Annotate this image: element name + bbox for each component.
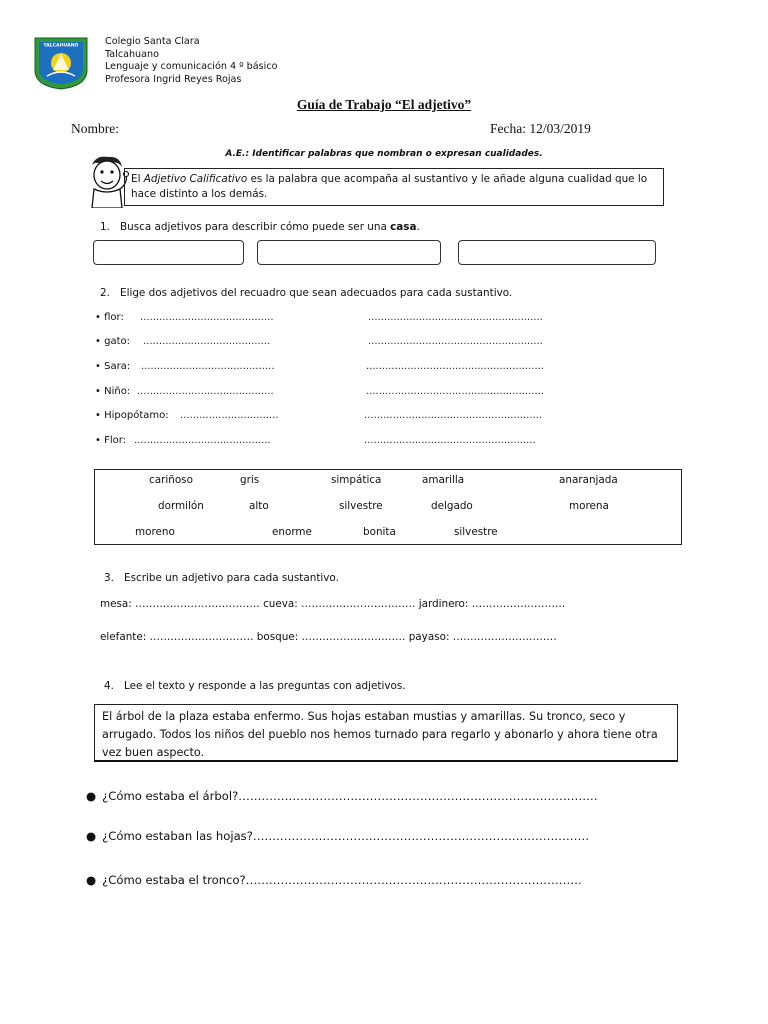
answer-box-1[interactable] xyxy=(93,240,244,265)
question-1-number: 1. xyxy=(100,221,110,233)
fill-line[interactable]: ........................................................ xyxy=(366,361,545,372)
fill-line[interactable]: ....................................................... xyxy=(368,336,543,347)
fill-line-row-1[interactable]: mesa: ……………………………… cueva: …………………………… jardinero: ……………………… xyxy=(100,598,566,610)
question-4b[interactable] xyxy=(86,829,589,843)
fill-line[interactable]: ........................................... xyxy=(134,435,271,446)
fill-line[interactable]: ........................................... xyxy=(137,386,274,397)
list-item: • Niño: xyxy=(95,386,131,397)
question-1-period: . xyxy=(416,221,420,233)
bullet: ● xyxy=(86,829,97,843)
question-4a[interactable] xyxy=(86,789,598,803)
word-bank-item: alto xyxy=(249,500,269,512)
teacher-name: Profesora Ingrid Reyes Rojas xyxy=(105,73,242,85)
question-3-number: 3. xyxy=(104,572,114,584)
word-bank-item: cariñoso xyxy=(149,474,193,486)
list-item: • flor: xyxy=(95,312,124,323)
word-bank-item: simpática xyxy=(331,474,382,486)
question-2-title xyxy=(100,287,512,299)
word-bank-item: anaranjada xyxy=(559,474,618,486)
learning-objective: A.E.: Identificar palabras que nombran o expresan cualidades. xyxy=(225,149,543,159)
school-city: Talcahuano xyxy=(105,48,159,60)
answer-box-2[interactable] xyxy=(257,240,441,265)
worksheet-title: Guía de Trabajo “El adjetivo” xyxy=(296,97,472,112)
word-bank-item: gris xyxy=(240,474,260,486)
name-field-label: Nombre: xyxy=(71,121,119,136)
adjective-word-box xyxy=(94,469,682,545)
question-4-text: Lee el texto y responde a las preguntas con adjetivos. xyxy=(124,680,406,692)
fill-line[interactable]: .......................................... xyxy=(140,312,274,323)
list-item: • Flor: xyxy=(95,435,127,446)
fill-line[interactable]: ........................................................ xyxy=(364,410,543,421)
word-bank-item: bonita xyxy=(363,526,396,538)
question-1-text: Busca adjetivos para describir cómo puede ser una xyxy=(120,221,391,233)
reading-passage: El árbol de la plaza estaba enfermo. Sus hojas estaban mustias y amarillas. Su tronco, seco y arrugado. Todos los niños del pueblo nos hemos turnado para regarlo y abonarlo y ahora tiene otra vez buen aspecto. xyxy=(94,704,678,762)
question-1-title xyxy=(100,221,420,233)
definition-text-start: El xyxy=(131,173,144,185)
fill-line[interactable]: ........................................ xyxy=(143,336,271,347)
definition-term: Adjetivo Calificativo xyxy=(143,173,248,185)
bullet: ● xyxy=(86,789,97,803)
date-label: Fecha: 12/03/2019 xyxy=(490,121,591,136)
definition-box xyxy=(124,168,664,206)
school-name: Colegio Santa Clara xyxy=(105,36,200,47)
question-3-title xyxy=(104,572,339,584)
word-bank-item: dormilón xyxy=(158,500,204,512)
question-4b-text: ¿Cómo estaban las hojas?…………………………………………………………………………… xyxy=(102,829,590,843)
question-4-title xyxy=(104,680,406,692)
word-bank-item: silvestre xyxy=(339,500,383,512)
question-4c-text: ¿Cómo estaba el tronco?…………………………………………………………………………… xyxy=(102,873,582,887)
question-3-text: Escribe un adjetivo para cada sustantivo. xyxy=(124,572,339,584)
question-1-keyword: casa xyxy=(390,221,417,233)
question-4a-text: ¿Cómo estaba el árbol?………………………………………………………………………………… xyxy=(102,789,598,803)
list-item: • gato: xyxy=(95,336,130,347)
word-bank-item: silvestre xyxy=(454,526,498,538)
fill-line[interactable]: ........................................................ xyxy=(366,386,545,397)
logo-lettering: TALCAHUANO xyxy=(43,43,79,49)
fill-line[interactable]: .......................................... xyxy=(141,361,275,372)
question-4c[interactable] xyxy=(86,873,582,887)
definition-text-end: es la palabra que acompaña al sustantivo y le añade alguna cualidad que lo hace distinto a los demás. xyxy=(131,173,648,200)
word-bank-item: morena xyxy=(569,500,609,512)
school-logo xyxy=(31,36,91,90)
list-item: • Sara: xyxy=(95,361,131,372)
fill-line[interactable]: ...................................................... xyxy=(364,435,536,446)
question-2-number: 2. xyxy=(100,287,110,299)
answer-box-3[interactable] xyxy=(458,240,656,265)
bullet: ● xyxy=(86,873,97,887)
fill-line[interactable]: ....................................................... xyxy=(368,312,543,323)
fill-line[interactable]: ............................... xyxy=(180,410,279,421)
subject-line: Lenguaje y comunicación 4 º básico xyxy=(105,61,278,72)
question-2-text: Elige dos adjetivos del recuadro que sean adecuados para cada sustantivo. xyxy=(120,287,513,299)
list-item: • Hipopótamo: xyxy=(95,410,169,421)
word-bank-item: moreno xyxy=(135,526,175,538)
word-bank-item: delgado xyxy=(431,500,473,512)
fill-line-row-2[interactable]: elefante: ………………………… bosque: ………………………… payaso: ………………………… xyxy=(100,631,557,643)
word-bank-item: enorme xyxy=(272,526,312,538)
word-bank-item: amarilla xyxy=(422,474,465,486)
question-4-number: 4. xyxy=(104,680,114,692)
